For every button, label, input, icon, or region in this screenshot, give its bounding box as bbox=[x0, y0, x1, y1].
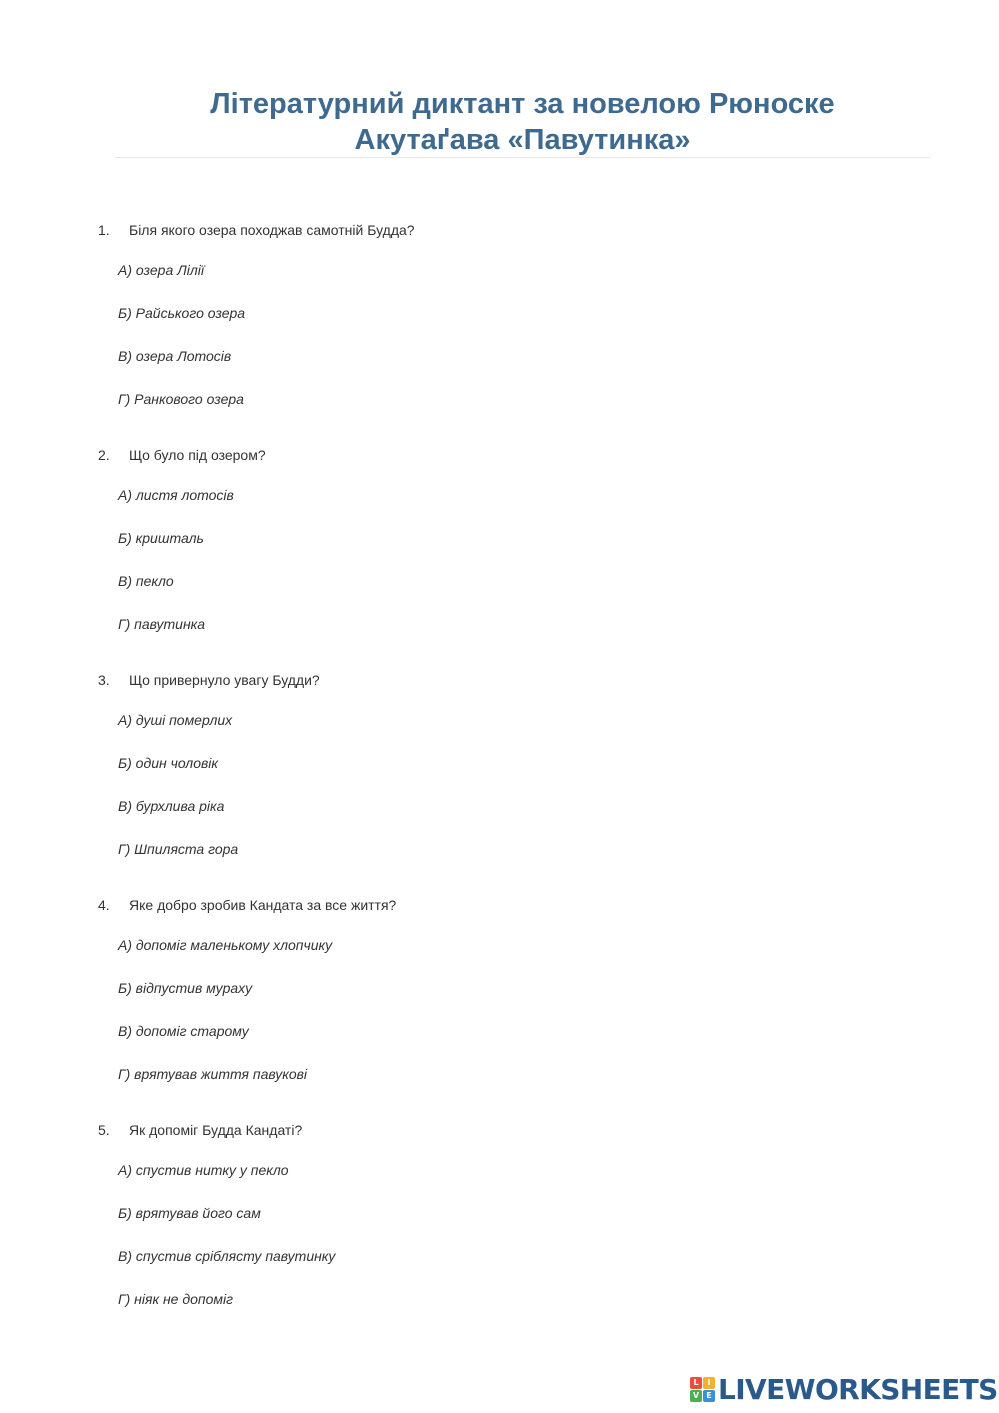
question-number: 3. bbox=[98, 672, 110, 688]
answer-option-d[interactable]: Г) павутинка bbox=[118, 616, 206, 632]
answer-option-a[interactable]: А) спустив нитку у пекло bbox=[118, 1162, 289, 1178]
answer-option-a[interactable]: А) душі померлих bbox=[118, 712, 233, 728]
title-divider bbox=[115, 157, 930, 158]
logo-letter-e: E bbox=[703, 1390, 715, 1402]
answer-option-a[interactable]: А) допоміг маленькому хлопчику bbox=[118, 937, 333, 953]
question-label: Яке добро зробив Кандата за все життя? bbox=[129, 897, 397, 913]
answer-option-c[interactable]: В) допоміг старому bbox=[118, 1023, 249, 1039]
answer-option-c[interactable]: В) бурхлива ріка bbox=[118, 798, 225, 814]
answer-option-b[interactable]: Б) відпустив мураху bbox=[118, 980, 253, 996]
question-text bbox=[98, 221, 415, 239]
question-text bbox=[98, 896, 396, 914]
page-title bbox=[115, 86, 930, 158]
logo-letter-v: V bbox=[690, 1390, 702, 1402]
answer-option-c[interactable]: В) пекло bbox=[118, 573, 174, 589]
question-number: 1. bbox=[98, 222, 110, 238]
answer-option-b[interactable]: Б) один чоловік bbox=[118, 755, 219, 771]
question-label: Як допоміг Будда Кандаті? bbox=[129, 1122, 303, 1138]
question-number: 2. bbox=[98, 447, 110, 463]
logo-letter-l: L bbox=[690, 1377, 702, 1389]
question-number: 5. bbox=[98, 1122, 110, 1138]
answer-option-d[interactable]: Г) ніяк не допоміг bbox=[118, 1291, 233, 1307]
answer-option-c[interactable]: В) озера Лотосів bbox=[118, 348, 232, 364]
answer-option-b[interactable]: Б) врятував його сам bbox=[118, 1205, 261, 1221]
live-logo-icon bbox=[690, 1377, 715, 1402]
question-text bbox=[98, 446, 266, 464]
answer-option-c[interactable]: В) спустив сріблясту павутинку bbox=[118, 1248, 336, 1264]
answer-option-b[interactable]: Б) кришталь bbox=[118, 530, 204, 546]
answer-option-a[interactable]: А) листя лотосів bbox=[118, 487, 234, 503]
answer-option-a[interactable]: А) озера Лілії bbox=[118, 262, 204, 278]
question-text bbox=[98, 671, 320, 689]
question-label: Що було під озером? bbox=[129, 447, 266, 463]
answer-option-d[interactable]: Г) Ранкового озера bbox=[118, 391, 244, 407]
answer-option-d[interactable]: Г) врятував життя павукові bbox=[118, 1066, 308, 1082]
logo-letter-i: I bbox=[703, 1377, 715, 1389]
liveworksheets-logo bbox=[690, 1373, 998, 1405]
question-label: Біля якого озера походжав самотній Будда? bbox=[129, 222, 415, 238]
title-line-1: Літературний диктант за новелою Рюноске bbox=[210, 88, 835, 120]
question-text bbox=[98, 1121, 302, 1139]
question-label: Що привернуло увагу Будди? bbox=[129, 672, 320, 688]
logo-text: LIVEWORKSHEETS bbox=[718, 1372, 998, 1406]
answer-option-d[interactable]: Г) Шпиляста гора bbox=[118, 841, 239, 857]
answer-option-b[interactable]: Б) Райського озера bbox=[118, 305, 246, 321]
title-line-2: Акутаґава «Павутинка» bbox=[354, 124, 691, 156]
question-number: 4. bbox=[98, 897, 110, 913]
